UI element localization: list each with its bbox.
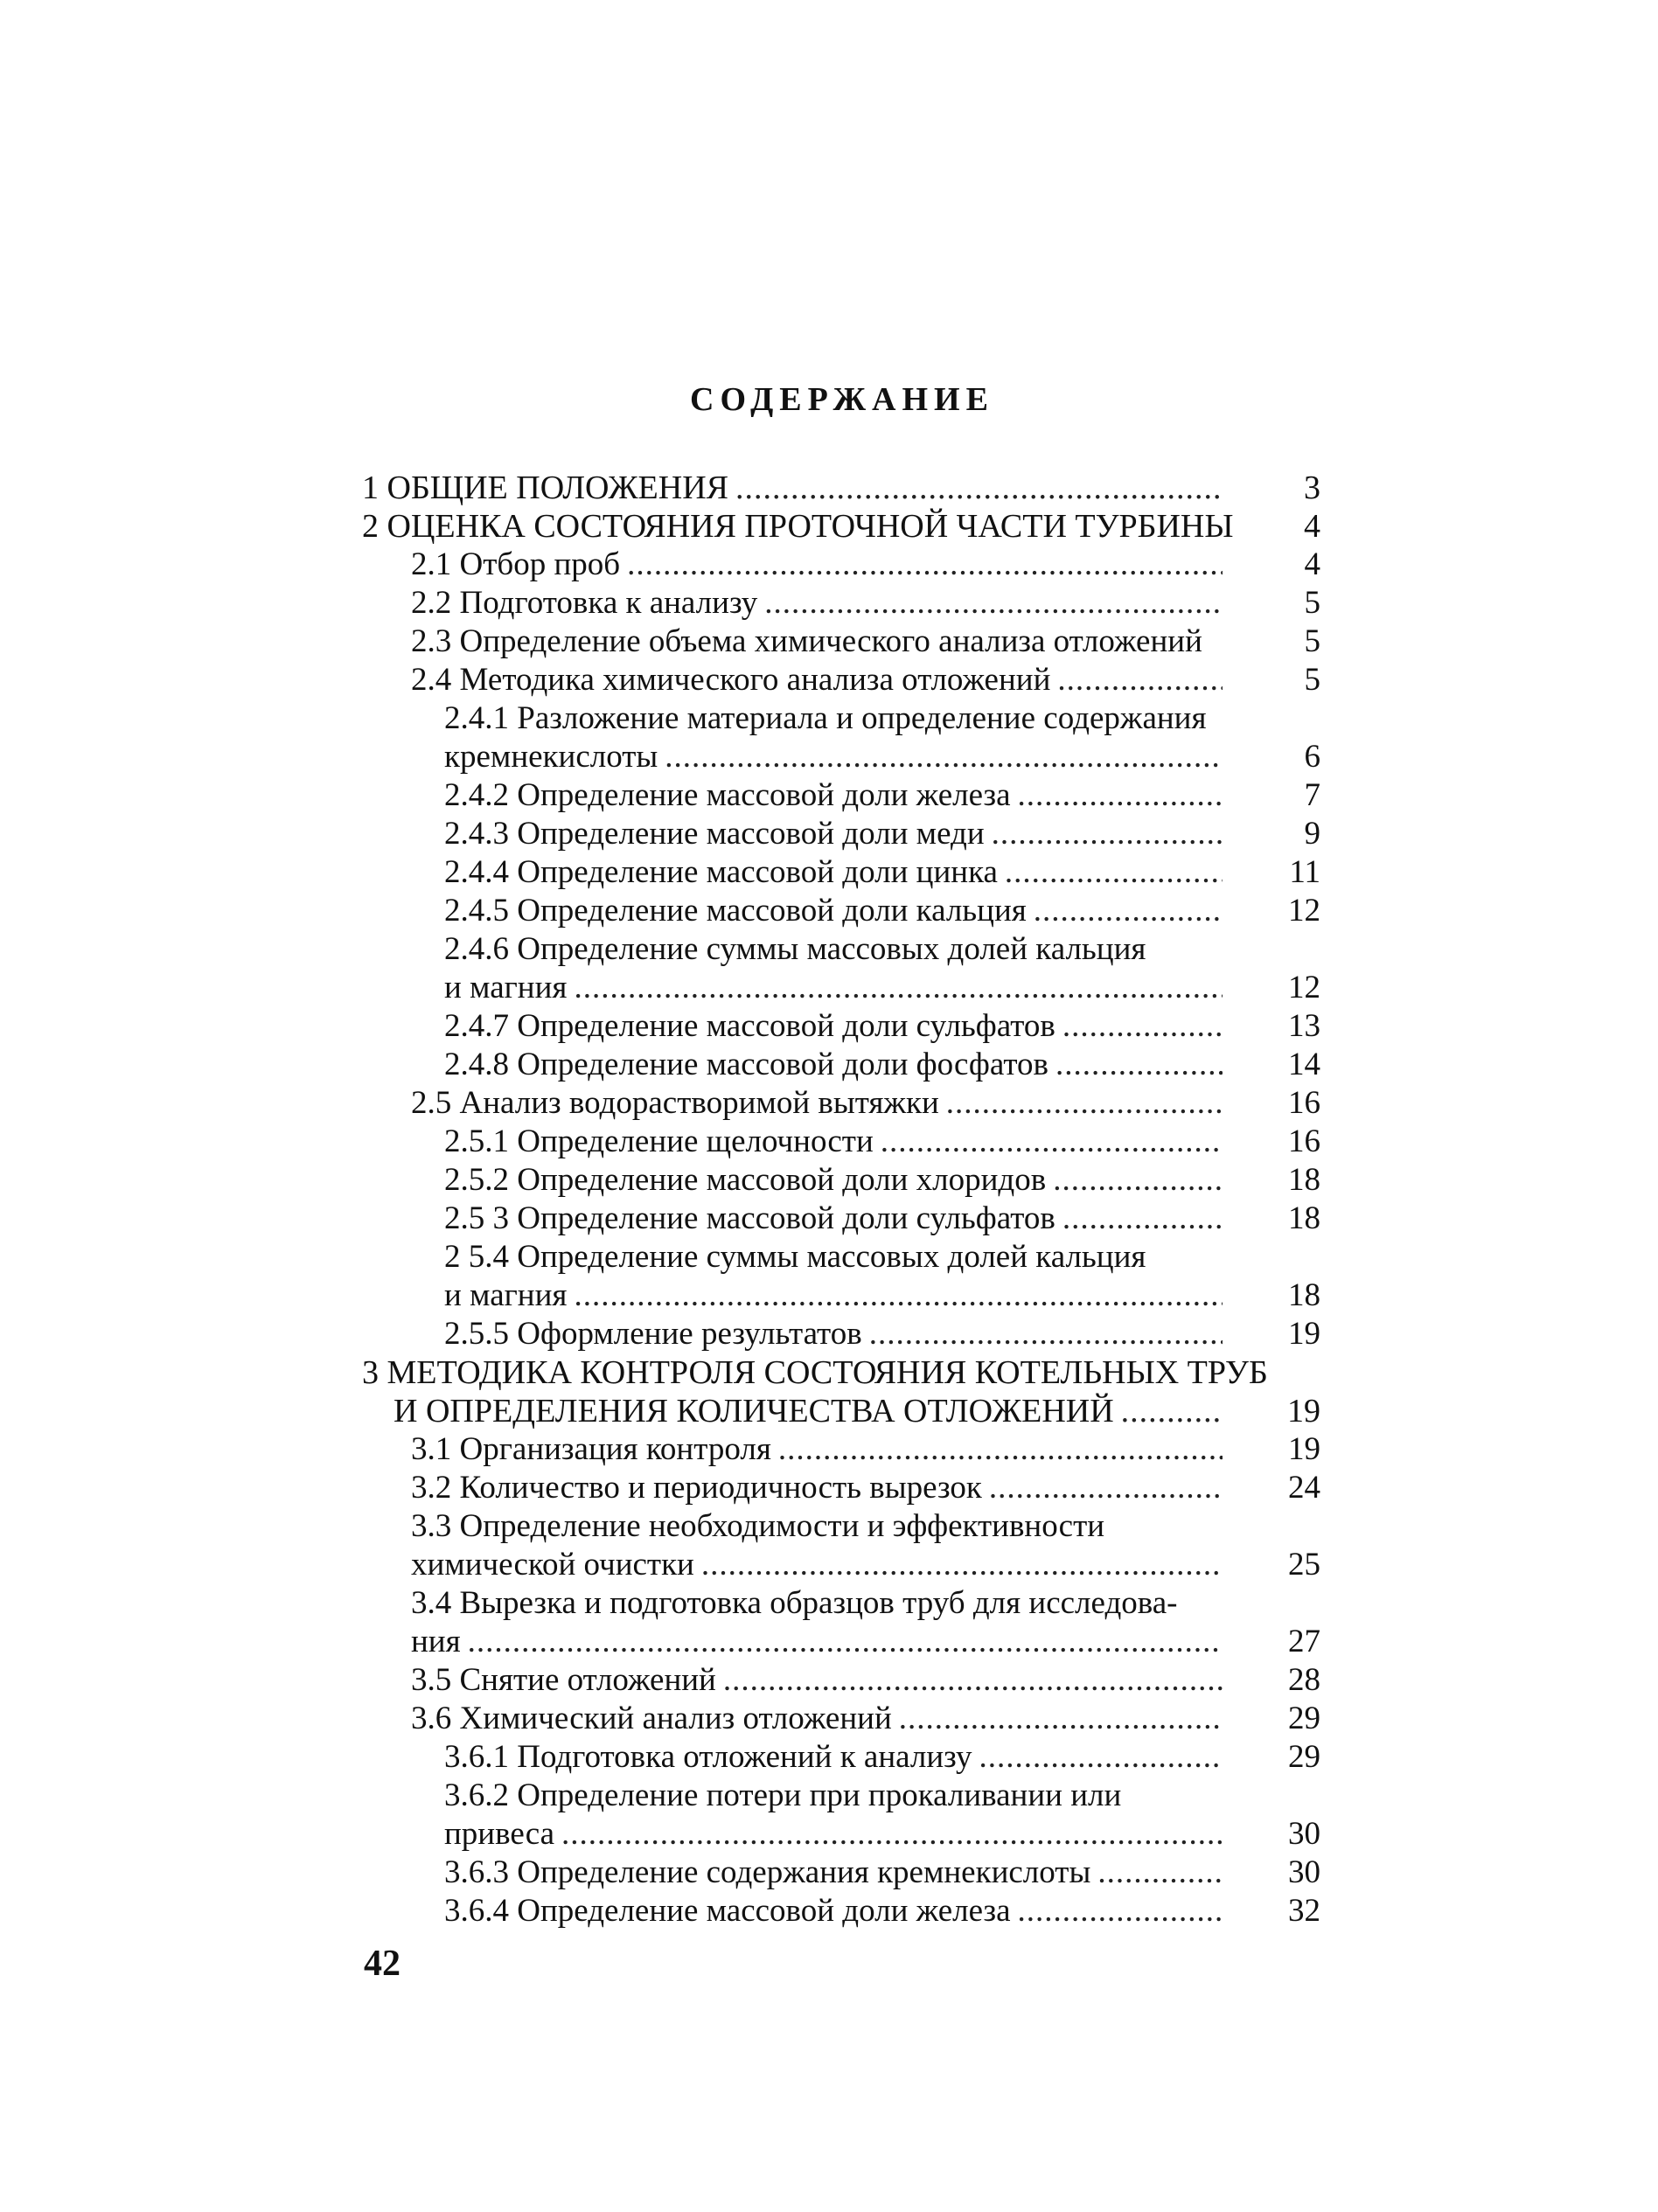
toc-entry <box>362 1276 1320 1315</box>
toc-entry <box>362 930 1320 969</box>
toc-entry-title: 2.4.4 Определение массовой доли цинка <box>444 854 998 890</box>
toc-entry <box>362 1200 1320 1238</box>
dot-leader <box>1062 1200 1223 1238</box>
toc-entry-page: 25 <box>1288 1547 1320 1582</box>
toc-entry-page: 11 <box>1289 854 1320 890</box>
toc-entry-page: 19 <box>1288 1316 1320 1352</box>
toc-entry-page: 19 <box>1287 1393 1320 1429</box>
toc-entry <box>362 1507 1320 1546</box>
toc-entry <box>362 1623 1320 1661</box>
dot-leader <box>1057 661 1223 699</box>
toc-entry-title: 2 ОЦЕНКА СОСТОЯНИЯ ПРОТОЧНОЙ ЧАСТИ ТУРБИНЫ <box>362 508 1234 545</box>
toc-entry-title: 3.5 Снятие отложений <box>411 1662 716 1698</box>
toc-entry-page: 29 <box>1288 1701 1320 1736</box>
toc-entry-title: 1 ОБЩИЕ ПОЛОЖЕНИЯ <box>362 470 729 506</box>
toc-entry <box>362 1661 1320 1700</box>
toc-entry-title: 3.4 Вырезка и подготовка образцов труб для исследова- <box>411 1585 1178 1621</box>
dot-leader <box>1034 892 1223 930</box>
toc-entry <box>362 546 1320 584</box>
toc-entry <box>362 738 1320 776</box>
toc-entry <box>362 469 1320 507</box>
toc-entry <box>362 1007 1320 1046</box>
dot-leader <box>1005 853 1223 892</box>
dot-leader <box>989 1469 1223 1507</box>
toc-entry-title: 3.6.1 Подготовка отложений к анализу <box>444 1739 972 1775</box>
toc-entry-page: 29 <box>1288 1739 1320 1775</box>
toc-entry-page: 30 <box>1288 1854 1320 1890</box>
toc-entry-title: ния <box>411 1624 461 1659</box>
toc-entry-title: 2.4.3 Определение массовой доли меди <box>444 816 985 852</box>
toc-entry-title: 3.2 Количество и периодичность вырезок <box>411 1470 982 1506</box>
toc-entry-title: 2.1 Отбор проб <box>411 546 621 582</box>
toc-entry-page: 5 <box>1304 623 1320 659</box>
toc-entry-title: 3 МЕТОДИКА КОНТРОЛЯ СОСТОЯНИЯ КОТЕЛЬНЫХ ТРУБ <box>362 1354 1268 1391</box>
toc-entry-page: 16 <box>1288 1085 1320 1121</box>
dot-leader <box>1018 776 1223 815</box>
toc-entry-title: И ОПРЕДЕЛЕНИЯ КОЛИЧЕСТВА ОТЛОЖЕНИЙ <box>394 1393 1114 1429</box>
toc-entry-page: 32 <box>1288 1893 1320 1929</box>
toc-entry-title: 2.5 3 Определение массовой доли сульфатов <box>444 1200 1055 1236</box>
toc-entry-page: 27 <box>1288 1624 1320 1659</box>
dot-leader <box>1121 1392 1223 1430</box>
toc-entry <box>362 853 1320 892</box>
dot-leader <box>723 1661 1223 1700</box>
toc-entry <box>362 584 1320 623</box>
toc-entry <box>362 1854 1320 1892</box>
toc-entry <box>362 776 1320 815</box>
toc-entry-page: 14 <box>1288 1047 1320 1082</box>
toc-entry <box>362 1469 1320 1507</box>
toc-entry-title: 2.4.7 Определение массовой доли сульфатов <box>444 1008 1055 1044</box>
toc-entry-page: 7 <box>1304 777 1320 813</box>
toc-entry-title: 2.4.6 Определение суммы массовых долей кальция <box>444 931 1146 967</box>
toc-entry-page: 12 <box>1288 970 1320 1005</box>
toc-entry-title: 3.6.2 Определение потери при прокаливании или <box>444 1777 1122 1813</box>
toc-entry <box>362 1123 1320 1161</box>
toc-entry-title: 2.2 Подготовка к анализу <box>411 585 758 621</box>
toc-entry-title: 2.5.5 Оформление результатов <box>444 1316 862 1352</box>
toc-entry <box>362 1700 1320 1738</box>
toc-entry <box>362 1315 1320 1353</box>
toc-entry-page: 18 <box>1288 1162 1320 1198</box>
toc-entry <box>362 661 1320 699</box>
toc-entry-page: 18 <box>1288 1277 1320 1313</box>
page-number: 42 <box>364 1944 401 1984</box>
toc-entry-title: 2 5.4 Определение суммы массовых долей кальция <box>444 1239 1146 1275</box>
toc-entry-title: 2.4.8 Определение массовой доли фосфатов <box>444 1047 1049 1082</box>
toc-entry <box>362 1084 1320 1123</box>
toc-entry-title: 2.4.1 Разложение материала и определение содержания <box>444 700 1207 736</box>
toc-entry-page: 16 <box>1288 1123 1320 1159</box>
toc-entry-title: и магния <box>444 970 568 1005</box>
toc-entry-title: 2.4 Методика химического анализа отложений <box>411 662 1051 698</box>
toc-entry-page: 4 <box>1304 546 1320 582</box>
toc-entry-title: 2.5 Анализ водорастворимой вытяжки <box>411 1085 939 1121</box>
toc-entry <box>362 815 1320 853</box>
dot-leader <box>869 1315 1223 1353</box>
toc-entry <box>362 699 1320 738</box>
toc-entry-page: 6 <box>1304 739 1320 775</box>
toc-entry-title: и магния <box>444 1277 568 1313</box>
toc-entry <box>362 1815 1320 1854</box>
toc-entry-page: 12 <box>1288 893 1320 929</box>
dot-leader <box>1062 1007 1223 1046</box>
toc-entry <box>362 1584 1320 1623</box>
dot-leader <box>881 1123 1223 1161</box>
toc-entry <box>362 1738 1320 1777</box>
toc-entry <box>362 1046 1320 1084</box>
dot-leader <box>899 1700 1223 1738</box>
toc-heading: СОДЕРЖАНИЕ <box>690 381 994 418</box>
toc-entry <box>362 1392 1320 1430</box>
toc-entry-page: 5 <box>1304 585 1320 621</box>
toc-list <box>362 469 1320 1930</box>
toc-entry-title: кремнекислоты <box>444 739 658 775</box>
toc-entry-page: 19 <box>1288 1431 1320 1467</box>
toc-entry <box>362 1430 1320 1469</box>
toc-entry <box>362 969 1320 1007</box>
dot-leader <box>561 1815 1223 1854</box>
toc-entry-page: 24 <box>1288 1470 1320 1506</box>
toc-entry-title: 2.5.1 Определение щелочности <box>444 1123 874 1159</box>
dot-leader <box>735 469 1223 507</box>
toc-entry-title: 2.5.2 Определение массовой доли хлоридов <box>444 1162 1047 1198</box>
toc-entry-title: привеса <box>444 1816 554 1852</box>
toc-entry <box>362 1546 1320 1584</box>
toc-entry <box>362 1238 1320 1276</box>
toc-entry-title: 3.1 Организация контроля <box>411 1431 771 1467</box>
toc-entry <box>362 1353 1320 1392</box>
toc-entry-title: 3.6.4 Определение массовой доли железа <box>444 1893 1011 1929</box>
toc-entry-page: 4 <box>1304 508 1320 545</box>
toc-entry <box>362 623 1320 661</box>
dot-leader <box>627 546 1223 584</box>
dot-leader <box>665 738 1223 776</box>
dot-leader <box>468 1623 1223 1661</box>
dot-leader <box>701 1546 1223 1584</box>
toc-entry <box>362 1892 1320 1930</box>
toc-entry-title: 2.3 Определение объема химического анализа отложений <box>411 623 1202 659</box>
toc-entry-title: 3.6 Химический анализ отложений <box>411 1701 892 1736</box>
dot-leader <box>574 1276 1223 1315</box>
toc-entry <box>362 892 1320 930</box>
toc-entry-title: 2.4.2 Определение массовой доли железа <box>444 777 1011 813</box>
dot-leader <box>1053 1161 1223 1200</box>
toc-entry-title: химической очистки <box>411 1547 694 1582</box>
toc-entry-page: 18 <box>1288 1200 1320 1236</box>
toc-entry-title: 3.6.3 Определение содержания кремнекислоты <box>444 1854 1091 1890</box>
dot-leader <box>1097 1854 1223 1892</box>
dot-leader <box>992 815 1223 853</box>
dot-leader <box>946 1084 1223 1123</box>
dot-leader <box>979 1738 1223 1777</box>
toc-entry-page: 13 <box>1288 1008 1320 1044</box>
toc-entry-page: 5 <box>1304 662 1320 698</box>
toc-entry-page: 3 <box>1304 470 1320 506</box>
toc-entry <box>362 507 1320 546</box>
dot-leader <box>1055 1046 1223 1084</box>
toc-entry-page: 30 <box>1288 1816 1320 1852</box>
toc-entry-page: 28 <box>1288 1662 1320 1698</box>
dot-leader <box>574 969 1223 1007</box>
toc-entry <box>362 1161 1320 1200</box>
toc-entry-title: 3.3 Определение необходимости и эффективности <box>411 1508 1105 1544</box>
dot-leader <box>764 584 1223 623</box>
dot-leader <box>778 1430 1223 1469</box>
toc-entry <box>362 1777 1320 1815</box>
toc-entry-title: 2.4.5 Определение массовой доли кальция <box>444 893 1027 929</box>
dot-leader <box>1018 1892 1223 1930</box>
toc-entry-page: 9 <box>1304 816 1320 852</box>
